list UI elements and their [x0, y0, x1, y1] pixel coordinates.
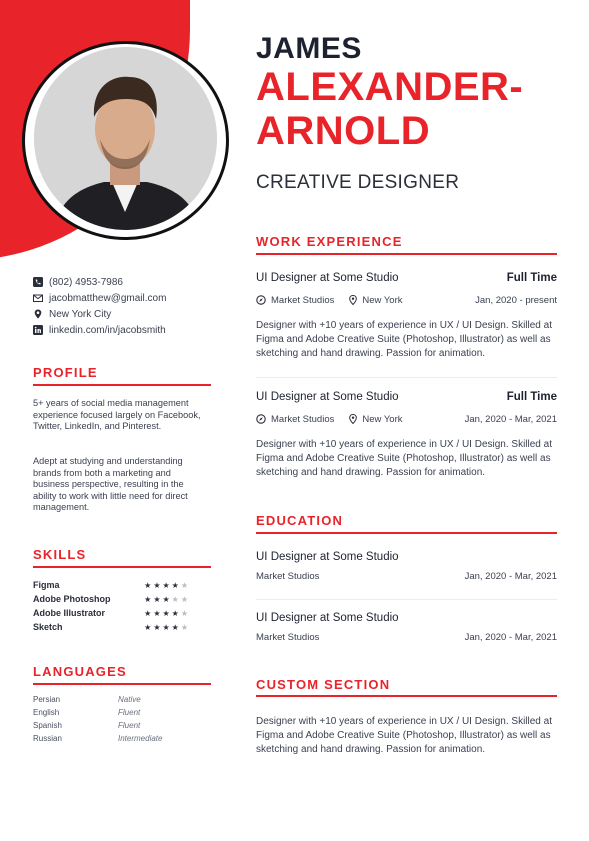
- email-text: jacobmatthew@gmail.com: [49, 292, 167, 304]
- languages-list: [33, 695, 203, 747]
- compass-icon: [256, 295, 266, 305]
- phone-icon: [33, 277, 43, 287]
- education-dates: Jan, 2020 - Mar, 2021: [464, 632, 557, 643]
- education-title: UI Designer at Some Studio: [256, 551, 399, 563]
- star-icon: ★: [144, 608, 152, 618]
- star-icon: ★: [180, 608, 188, 618]
- education-dates: Jan, 2020 - Mar, 2021: [464, 571, 557, 582]
- skill-row: [33, 578, 188, 592]
- job-entry: [256, 391, 557, 480]
- language-name: Russian: [33, 734, 62, 743]
- skill-rating: [144, 623, 188, 632]
- skill-rating: [144, 609, 188, 618]
- language-name: Persian: [33, 695, 61, 704]
- education-separator: [256, 599, 557, 600]
- location-pin-icon: [348, 414, 358, 424]
- mail-icon: [33, 293, 43, 303]
- star-icon: ★: [171, 594, 179, 604]
- profile-heading: PROFILE: [33, 365, 98, 380]
- name-block: [256, 33, 523, 153]
- skill-name: Adobe Photoshop: [33, 594, 111, 604]
- profile-paragraph-1: 5+ years of social media management experience focused largely on Facebook, Twitter, LinkedIn, and Pinterest.: [33, 398, 201, 431]
- star-icon: ★: [171, 622, 179, 632]
- job-title-text: UI Designer at Some Studio: [256, 391, 399, 403]
- location-pin-icon: [348, 295, 358, 305]
- last-name-line2: ARNOLD: [256, 109, 431, 153]
- skill-row: [33, 606, 188, 620]
- skill-row: [33, 620, 188, 634]
- job-separator: [256, 377, 557, 378]
- linkedin-text: linkedin.com/in/jacobsmith: [49, 324, 166, 336]
- skills-divider: [33, 566, 211, 568]
- location-pin-icon: [33, 309, 43, 319]
- first-name: JAMES: [256, 32, 362, 65]
- skill-name: Sketch: [33, 622, 63, 632]
- language-name: English: [33, 708, 60, 717]
- star-icon: ★: [171, 608, 179, 618]
- star-icon: ★: [180, 594, 188, 604]
- star-icon: ★: [153, 594, 161, 604]
- star-icon: ★: [162, 622, 170, 632]
- job-dates: Jan, 2020 - present: [475, 294, 557, 306]
- skill-row: [33, 592, 188, 606]
- languages-heading: LANGUAGES: [33, 664, 127, 679]
- work-heading: WORK EXPERIENCE: [256, 234, 403, 249]
- job-description: Designer with +10 years of experience in UX / UI Design. Skilled at Figma and Adobe Creative Suite (Photoshop, Illustrator) as well as sketching and hand drawing. Passion for animation.: [256, 320, 552, 359]
- profile-divider: [33, 384, 211, 386]
- contact-phone: [33, 274, 166, 290]
- job-entry: [256, 272, 557, 361]
- education-school: Market Studios: [256, 632, 320, 643]
- custom-heading: CUSTOM SECTION: [256, 677, 391, 692]
- skill-name: Adobe Illustrator: [33, 608, 106, 618]
- profile-paragraph-2: Adept at studying and understanding brands from both a marketing and business perspective, resulting in the ability to work with little need for direct management.: [33, 456, 188, 512]
- language-level: Fluent: [118, 721, 141, 730]
- language-level: Native: [118, 695, 141, 704]
- custom-divider: [256, 695, 557, 697]
- education-school: Market Studios: [256, 571, 320, 582]
- education-heading: EDUCATION: [256, 513, 344, 528]
- phone-text: (802) 4953-7986: [49, 276, 123, 288]
- star-icon: ★: [144, 594, 152, 604]
- languages-divider: [33, 683, 211, 685]
- language-level: Intermediate: [118, 734, 163, 743]
- language-row: [33, 721, 203, 734]
- linkedin-icon: [33, 325, 43, 335]
- compass-icon: [256, 414, 266, 424]
- profile-photo: [34, 47, 217, 230]
- last-name-line1: ALEXANDER-: [256, 65, 524, 109]
- job-title-text: UI Designer at Some Studio: [256, 272, 399, 284]
- location-text: New York City: [49, 308, 112, 320]
- custom-section-body: [256, 715, 557, 757]
- job-title: CREATIVE DESIGNER: [256, 172, 460, 193]
- job-dates: Jan, 2020 - Mar, 2021: [464, 413, 557, 425]
- star-icon: ★: [171, 580, 179, 590]
- job-location-text: New York: [362, 413, 403, 425]
- star-icon: ★: [162, 580, 170, 590]
- job-company: [256, 295, 334, 306]
- star-icon: ★: [162, 594, 170, 604]
- star-icon: ★: [153, 608, 161, 618]
- star-icon: ★: [144, 580, 152, 590]
- star-icon: ★: [180, 622, 188, 632]
- job-description: Designer with +10 years of experience in UX / UI Design. Skilled at Figma and Adobe Creative Suite (Photoshop, Illustrator) as well as sketching and hand drawing. Passion for animation.: [256, 439, 552, 478]
- education-title: UI Designer at Some Studio: [256, 612, 399, 624]
- skill-rating: [144, 595, 188, 604]
- job-company-text: Market Studios: [271, 294, 335, 306]
- language-row: [33, 708, 203, 721]
- education-divider: [256, 532, 557, 534]
- job-location-text: New York: [362, 294, 403, 306]
- skills-heading: SKILLS: [33, 547, 87, 562]
- custom-text: Designer with +10 years of experience in UX / UI Design. Skilled at Figma and Adobe Creative Suite (Photoshop, Illustrator) as well as sketching and hand drawing. Passion for animation.: [256, 716, 552, 755]
- contact-location: [33, 306, 166, 322]
- language-row: [33, 734, 203, 747]
- job-location: [348, 295, 402, 306]
- skills-list: [33, 578, 188, 634]
- star-icon: ★: [153, 580, 161, 590]
- star-icon: ★: [162, 608, 170, 618]
- skill-name: Figma: [33, 580, 60, 590]
- contact-email[interactable]: [33, 290, 166, 306]
- work-divider: [256, 253, 557, 255]
- job-type: Full Time: [506, 272, 557, 284]
- skill-rating: [144, 581, 188, 590]
- job-company: [256, 414, 334, 425]
- job-location: [348, 414, 402, 425]
- language-level: Fluent: [118, 708, 141, 717]
- education-entry: [256, 612, 557, 643]
- star-icon: ★: [180, 580, 188, 590]
- contact-linkedin[interactable]: [33, 322, 166, 338]
- language-name: Spanish: [33, 721, 62, 730]
- language-row: [33, 695, 203, 708]
- star-icon: ★: [153, 622, 161, 632]
- star-icon: ★: [144, 622, 152, 632]
- contact-list: [33, 274, 166, 338]
- job-company-text: Market Studios: [271, 413, 335, 425]
- job-type: Full Time: [506, 391, 557, 403]
- education-entry: [256, 551, 557, 582]
